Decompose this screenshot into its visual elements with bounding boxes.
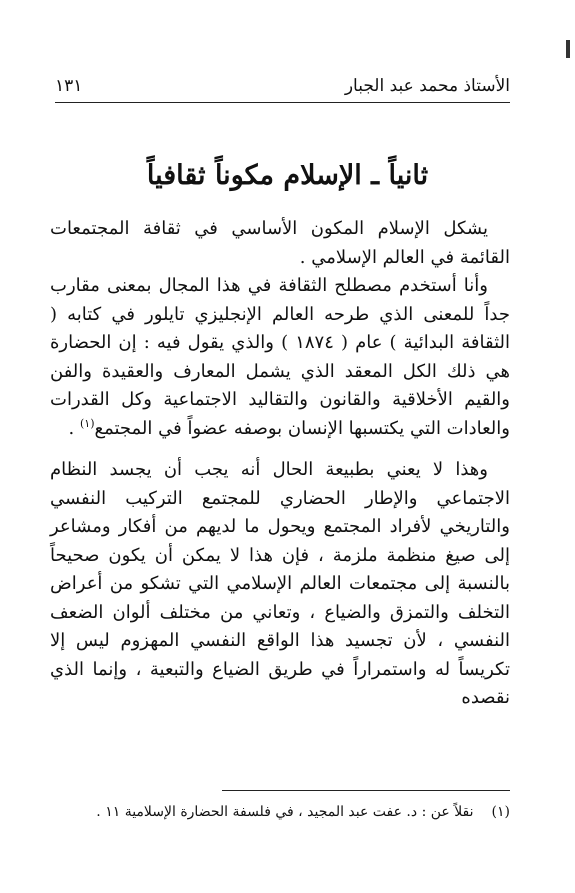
page-edge-mark — [566, 40, 570, 58]
paragraph-3: وهذا لا يعني بطبيعة الحال أنه يجب أن يجسد النظام الاجتماعي والإطار الحضاري للمجتمع التركيب النفسي والتاريخي لأفراد المجتمع ويحول ما لديهم من أفكار ومشاعر إلى صيغ منظمة ملزمة ، فإن هذا لا يمكن أن يكون صحيحاً بالنسبة إلى مجتمعات العالم الإسلامي التي تشكو من أعراض التخلف والتمزق والضياع ، وتعاني من مختلف ألوان الضعف النفسي ، لأن تجسيد هذا الواقع النفسي المهزوم ليس إلا تكريساً له واستمراراً في طريق الضياع والتبعية ، وإنما الذي نقصده — [50, 459, 510, 708]
footnote-text: نقلاً عن : د. عفت عبد المجيد ، في فلسفة الحضارة الإسلامية ١١ . — [96, 804, 474, 820]
running-header — [55, 72, 510, 100]
footnote-number: (١) — [491, 804, 510, 820]
paragraph-2-end: . — [68, 417, 80, 439]
footnote-rule — [222, 790, 510, 791]
footnote — [55, 802, 510, 822]
page-number: ١٣١ — [55, 76, 83, 96]
footnote-reference: (١) — [79, 416, 95, 430]
section-title: ثانياً ـ الإسلام مكوناً ثقافياً — [146, 160, 429, 191]
body-text — [50, 215, 510, 713]
paragraph-1: يشكل الإسلام المكون الأساسي في ثقافة المجتمعات القائمة في العالم الإسلامي . — [50, 218, 510, 268]
header-title: الأستاذ محمد عبد الجبار — [344, 76, 510, 96]
paragraph-2 — [50, 272, 510, 443]
paragraph-2-text: وأنا أستخدم مصطلح الثقافة في هذا المجال بمعنى مقارب جداً للمعنى الذي طرحه العالم الإنجليزي تايلور في كتابه ( الثقافة البدائية ) عام ( ١٨٧٤ ) والذي يقول فيه : إن الحضارة هي ذلك الكل المعقد الذي يشمل المعارف والعقيدة والفن والقيم الأخلاقية والقانون والتقاليد الاجتماعية وكل القدرات والعادات التي يكتسبها الإنسان بوصفه عضواً في المجتمع — [50, 275, 510, 439]
header-rule — [55, 102, 510, 103]
